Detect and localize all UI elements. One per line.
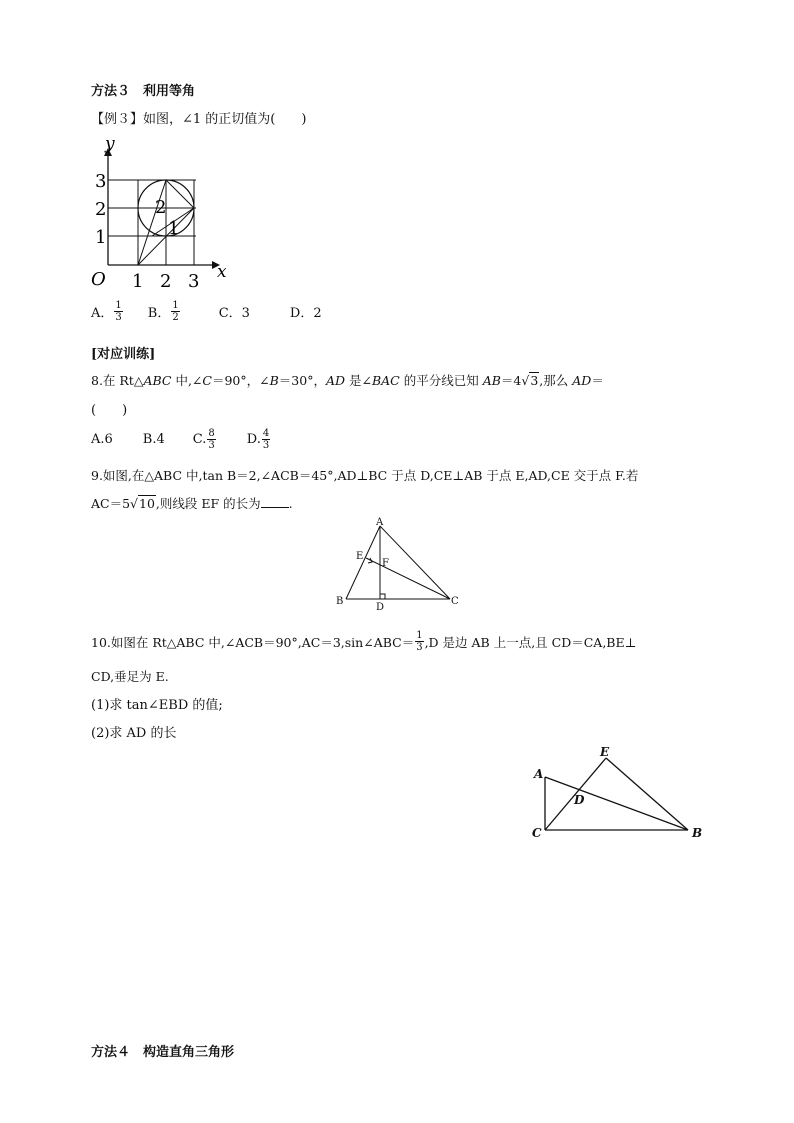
origin-label: O <box>91 269 106 290</box>
q9-label-a: A <box>376 517 384 528</box>
example3-options <box>91 300 322 323</box>
q10-part2: (2)求 AD 的长 <box>91 726 177 741</box>
q10-part1: (1)求 tan∠EBD 的值; <box>91 698 223 713</box>
option-b-letter: B． <box>147 306 171 321</box>
q8-option-a: A.6 <box>91 432 113 447</box>
x-tick-1: 1 <box>132 271 144 292</box>
section-heading: [对应训练] <box>91 347 156 362</box>
q10-label-e: E <box>600 745 610 759</box>
y-tick-2: 2 <box>95 199 107 220</box>
q10-label-a: A <box>534 767 544 781</box>
option-c: C．3 <box>218 306 250 321</box>
angle-label-1: 1 <box>168 218 180 239</box>
q9-label-e: E <box>356 551 364 562</box>
q8-option-d: D. $\frac{4}{3}$ <box>246 428 270 451</box>
q8-line1: 8.在 Rt△ABC 中,∠C＝90°，∠B＝30°，AD 是∠BAC 的平分线已知 AB＝4√3,那么 AD＝ <box>91 373 604 388</box>
q10-line1: 10.如图在 Rt△ABC 中,∠ACB＝90°,AC＝3,sin∠ABC＝ $\frac{1}{3}$ ,D 是边 AB 上一点,且 CD＝CA,BE⊥ <box>91 630 637 653</box>
example3-prompt: 【例３】如图，∠1 的正切值为( ) <box>91 112 307 127</box>
q10-label-d: D <box>574 793 585 807</box>
option-a <box>91 300 124 323</box>
q10-label-c: C <box>532 826 542 840</box>
option-a-letter: A． <box>91 306 114 321</box>
x-tick-2: 2 <box>160 271 172 292</box>
option-d: D．2 <box>289 306 322 321</box>
y-axis-label: y <box>105 134 115 154</box>
q9-line2: AC＝5√10,则线段 EF 的长为 . <box>91 496 293 511</box>
option-b-fraction: $\frac{1}{2}$ <box>172 300 179 323</box>
q10-triangle-figure <box>525 740 710 846</box>
x-axis-label: x <box>217 262 227 282</box>
option-b <box>148 300 181 323</box>
y-tick-1: 1 <box>95 227 107 248</box>
q9-line1: 9.如图,在△ABC 中,tan B＝2,∠ACB＝45°,AD⊥BC 于点 D,CE⊥AB 于点 E,AD,CE 交于点 F.若 <box>91 468 639 483</box>
q9-triangle-figure <box>330 516 465 614</box>
x-tick-3: 3 <box>188 271 200 292</box>
q9-label-c: C <box>451 596 459 607</box>
q8-options <box>91 428 271 451</box>
q8-option-b: B.4 <box>142 432 165 447</box>
q10-line2: CD,垂足为 E. <box>91 669 169 684</box>
q10-fraction: $\frac{1}{3}$ <box>416 630 423 653</box>
q8-option-c: C. $\frac{8}{3}$ <box>192 428 215 451</box>
q9-answer-blank <box>261 495 289 508</box>
q9-label-d: D <box>376 602 385 613</box>
q9-sqrt: √10 <box>130 496 155 511</box>
example3-grid-figure <box>88 134 238 294</box>
q10-label-b: B <box>692 826 703 840</box>
y-tick-3: 3 <box>95 171 107 192</box>
q9-label-f: F <box>382 558 389 569</box>
angle-label-2: 2 <box>155 197 167 218</box>
option-a-fraction: $\frac{1}{3}$ <box>115 300 122 323</box>
method3-heading: 方法３ 利用等角 <box>91 84 196 99</box>
q9-label-b: B <box>336 596 344 607</box>
method4-heading: 方法４ 构造直角三角形 <box>91 1045 235 1060</box>
q8-line2: ( ) <box>91 403 128 418</box>
q8-sqrt: √3 <box>521 373 539 388</box>
